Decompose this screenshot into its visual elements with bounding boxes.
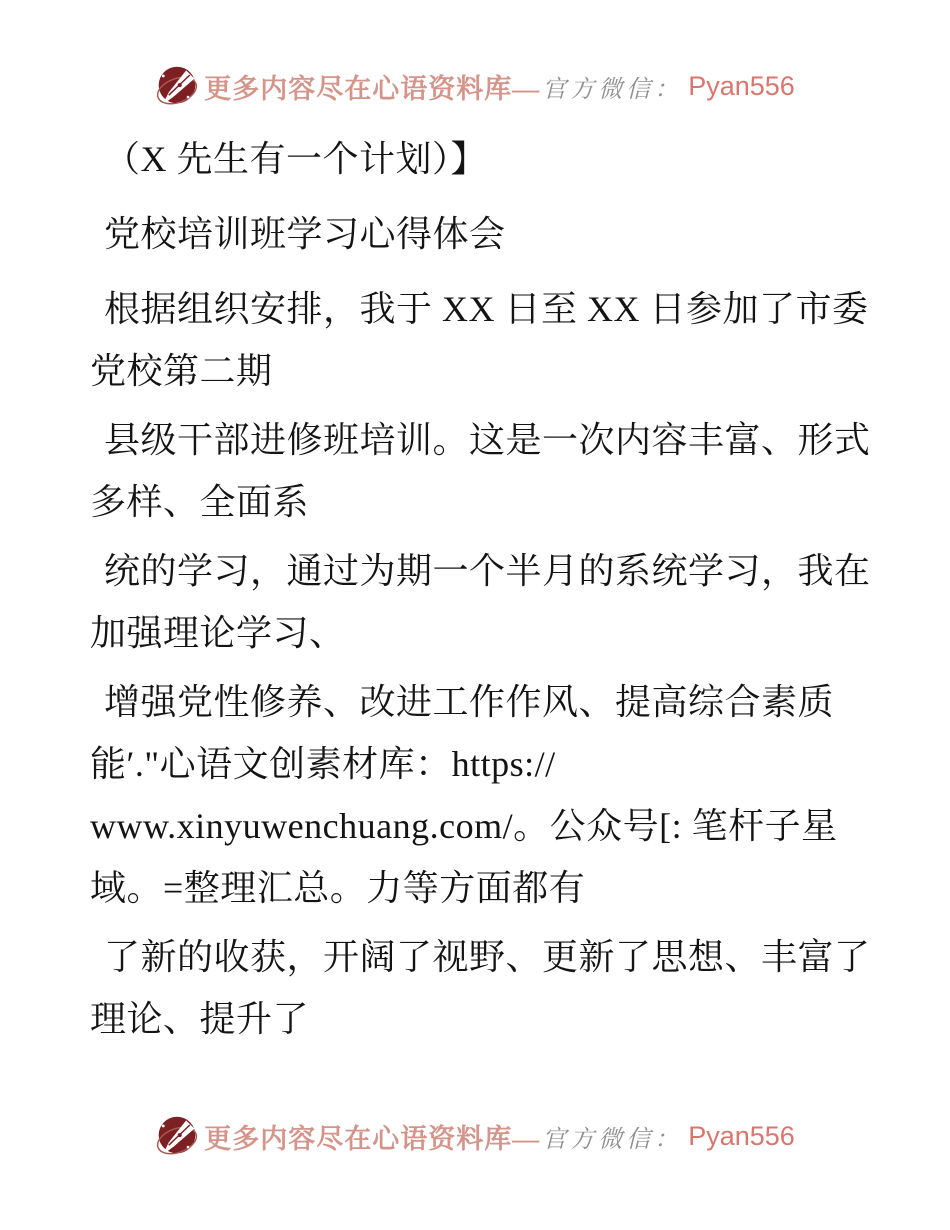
paragraph xyxy=(90,409,871,533)
text-line: 党校第二期 xyxy=(90,351,273,391)
text-line: 了新的收获，开阔了视野、更新了思想、丰富了 xyxy=(104,937,871,977)
text-line: 多样、全面系 xyxy=(90,482,310,522)
footer-watermark xyxy=(0,1112,950,1160)
paragraph xyxy=(90,540,871,664)
text-line: 域。=整理汇总。力等方面都有 xyxy=(90,868,586,908)
text-line: 根据组织安排，我于 XX 日至 XX 日参加了市委 xyxy=(104,289,869,329)
watermark-channel-value: Pyan556 xyxy=(688,70,795,101)
text-line: 党校培训班学习心得体会 xyxy=(104,214,506,254)
text-line: 县级干部进修班培训。这是一次内容丰富、形式 xyxy=(104,420,871,460)
text-line: （X 先生有一个计划）】 xyxy=(104,139,487,179)
paragraph xyxy=(90,203,865,265)
text-line: 理论、提升了 xyxy=(90,999,310,1039)
watermark-channel-label: 官方微信： xyxy=(542,1126,683,1153)
watermark-channel-value: Pyan556 xyxy=(688,1120,795,1151)
header-watermark xyxy=(0,62,950,110)
text-line: 能′."心语文创素材库：https:// xyxy=(90,744,556,784)
paragraph xyxy=(90,278,869,402)
paragraph xyxy=(90,926,871,1050)
pen-nib-logo-icon xyxy=(155,62,199,110)
text-line: 增强党性修养、改进工作作风、提高综合素质 xyxy=(104,682,835,722)
watermark-brand-text: 更多内容尽在心语资料库— xyxy=(204,1123,541,1154)
paragraph xyxy=(90,128,865,190)
watermark-channel-label: 官方微信： xyxy=(542,76,683,103)
text-line: 加强理论学习、 xyxy=(90,613,346,653)
text-line: www.xinyuwenchuang.com/。公众号[: 笔杆子星 xyxy=(90,806,838,846)
pen-nib-logo-icon xyxy=(155,1112,199,1160)
paragraph xyxy=(90,671,865,919)
document-body xyxy=(90,128,871,1057)
watermark-brand-text: 更多内容尽在心语资料库— xyxy=(204,73,541,104)
text-line: 统的学习，通过为期一个半月的系统学习，我在 xyxy=(104,551,871,591)
